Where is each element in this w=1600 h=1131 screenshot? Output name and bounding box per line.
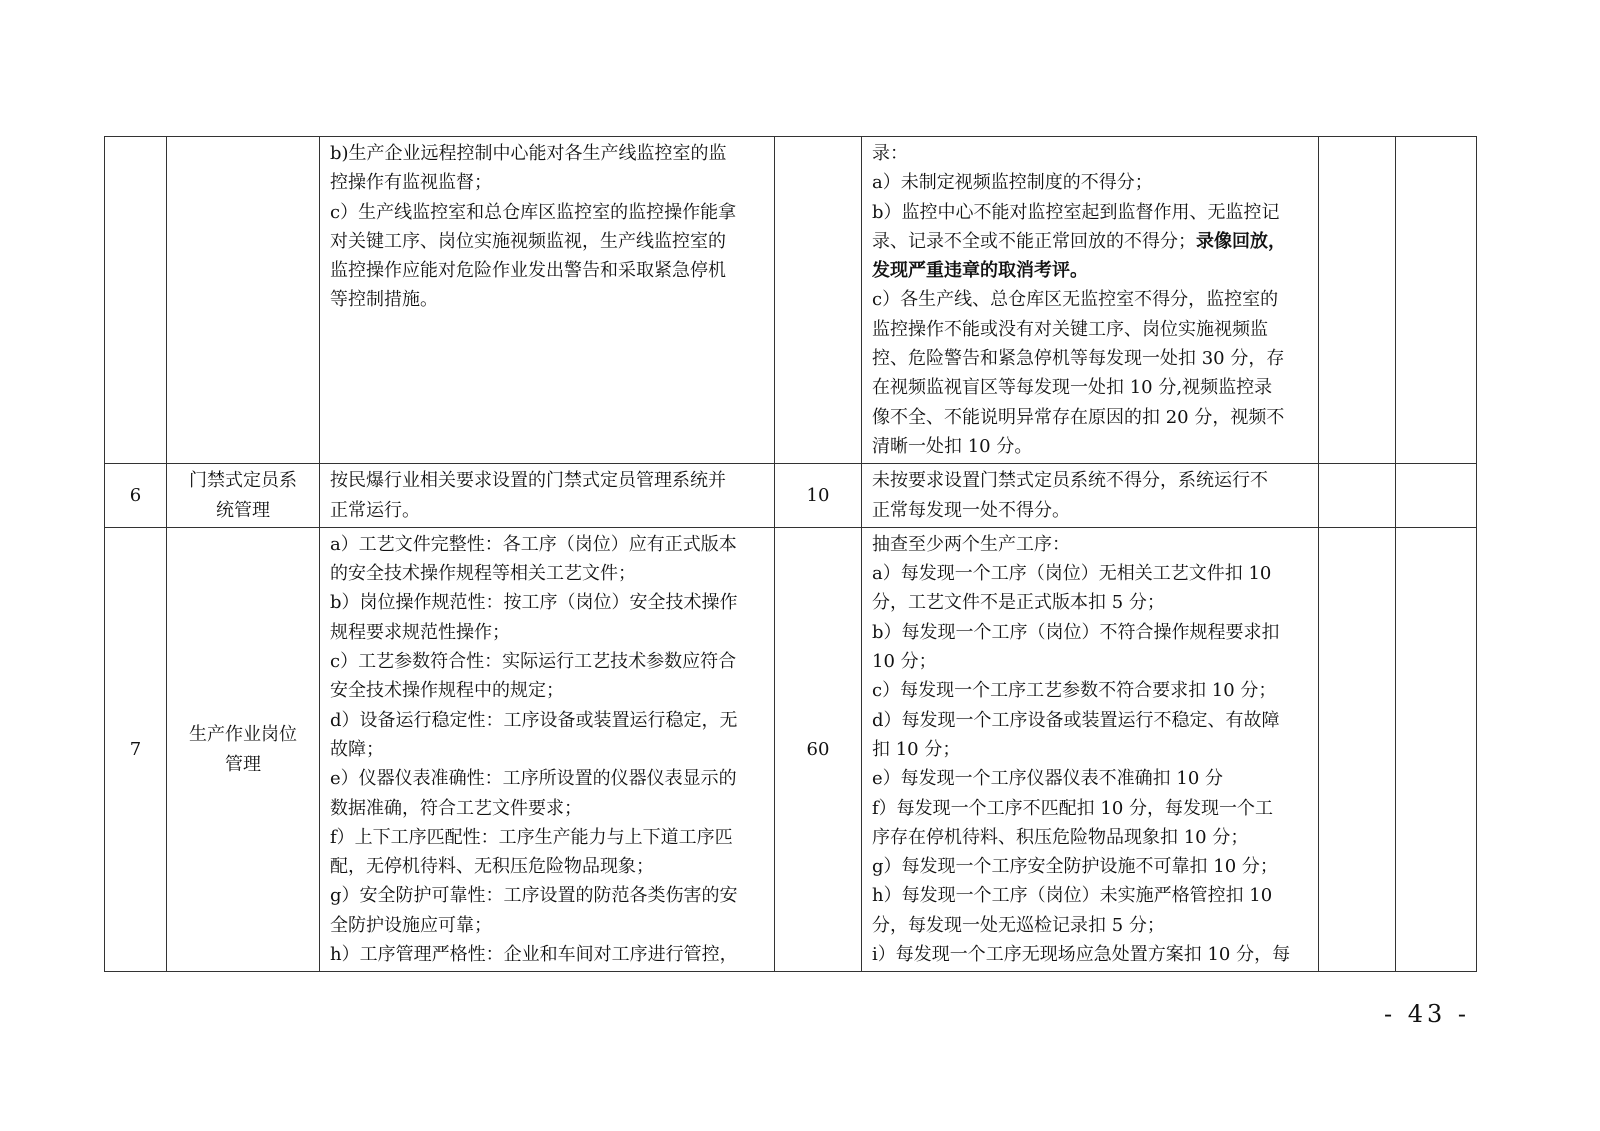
requirement-line: 的安全技术操作规程等相关工艺文件； <box>330 563 636 585</box>
criteria-line <box>872 139 1310 168</box>
criteria-line <box>872 227 1310 256</box>
criteria-text: 清晰一处扣 10 分。 <box>872 435 1033 457</box>
criteria-line <box>872 618 1310 647</box>
criteria-text: b）监控中心不能对监控室起到监督作用、无监控记 <box>872 201 1280 223</box>
item-number: 6 <box>129 484 142 506</box>
requirement-line: g）安全防护可靠性：工序设置的防范各类伤害的安 <box>330 885 738 907</box>
criteria-line <box>872 881 1310 910</box>
requirement-line: 等控制措施。 <box>330 289 438 311</box>
requirement-line: 规程要求规范性操作； <box>330 621 510 643</box>
criteria-line <box>872 706 1310 735</box>
criteria-line <box>872 823 1310 852</box>
criteria-line <box>872 285 1310 314</box>
requirements-cell <box>320 464 775 528</box>
requirement-line: b）岗位操作规范性：按工序（岗位）安全技术操作 <box>330 592 738 614</box>
criteria-text: 在视频监视盲区等每发现一处扣 10 分,视频监控录 <box>872 377 1273 399</box>
criteria-text: 正常每发现一处不得分。 <box>872 499 1070 521</box>
item-name-cell <box>167 464 320 528</box>
requirement-line: 全防护设施应可靠； <box>330 914 492 936</box>
requirement-line: b)生产企业远程控制中心能对各生产线监控室的监 <box>330 143 727 164</box>
criteria-line <box>872 344 1310 373</box>
criteria-text: b）每发现一个工序（岗位）不符合操作规程要求扣 <box>872 621 1280 643</box>
remarks-cell <box>1396 464 1477 528</box>
table-row <box>105 527 1477 971</box>
table-row <box>105 464 1477 528</box>
score-value: 10 <box>806 484 830 506</box>
criteria-line <box>872 496 1310 525</box>
criteria-text: 10 分； <box>872 651 937 673</box>
criteria-text: a）未制定视频监控制度的不得分； <box>872 172 1153 194</box>
criteria-cell <box>862 137 1319 464</box>
remarks-cell <box>1396 137 1477 464</box>
item-number-cell <box>105 527 167 971</box>
criteria-text: h）每发现一个工序（岗位）未实施严格管控扣 10 <box>872 885 1273 907</box>
criteria-text: e）每发现一个工序仪器仪表不准确扣 10 分 <box>872 768 1223 790</box>
item-name-line: 管理 <box>225 753 261 775</box>
criteria-text: c）每发现一个工序工艺参数不符合要求扣 10 分； <box>872 680 1277 702</box>
requirement-line: a）工艺文件完整性：各工序（岗位）应有正式版本 <box>330 533 737 555</box>
criteria-line <box>872 794 1310 823</box>
criteria-line <box>872 256 1310 285</box>
criteria-text: 像不全、不能说明异常存在原因的扣 20 分，视频不 <box>872 406 1285 428</box>
criteria-line <box>872 735 1310 764</box>
criteria-line <box>872 530 1310 559</box>
criteria-text: 扣 10 分； <box>872 738 961 760</box>
criteria-line <box>872 647 1310 676</box>
criteria-text: f）每发现一个工序不匹配扣 10 分，每发现一个工 <box>872 797 1274 819</box>
criteria-text: 录、记录不全或不能正常回放的不得分； <box>872 230 1196 252</box>
score-cell <box>775 527 862 971</box>
item-number: 7 <box>129 738 142 760</box>
score-result-cell <box>1319 464 1396 528</box>
requirement-line: c）工艺参数符合性：实际运行工艺技术参数应符合 <box>330 651 737 673</box>
criteria-text: g）每发现一个工序安全防护设施不可靠扣 10 分； <box>872 856 1278 878</box>
criteria-line <box>872 432 1310 461</box>
requirement-line: e）仪器仪表准确性：工序所设置的仪器仪表显示的 <box>330 768 737 790</box>
requirement-line: 控操作有监视监督； <box>330 172 492 194</box>
item-number-cell <box>105 464 167 528</box>
criteria-text: 录： <box>872 143 908 164</box>
requirement-line: 按民爆行业相关要求设置的门禁式定员管理系统并 <box>330 470 726 492</box>
criteria-text: 分，工艺文件不是正式版本扣 5 分； <box>872 592 1165 614</box>
criteria-line <box>872 852 1310 881</box>
criteria-text: c）各生产线、总仓库区无监控室不得分，监控室的 <box>872 289 1279 311</box>
item-number-cell <box>105 137 167 464</box>
score-result-cell <box>1319 527 1396 971</box>
item-name-cell <box>167 137 320 464</box>
item-name-line: 门禁式定员系 <box>189 470 297 492</box>
assessment-table <box>104 136 1477 972</box>
requirement-line: 数据准确，符合工艺文件要求； <box>330 797 582 819</box>
criteria-line <box>872 588 1310 617</box>
criteria-line <box>872 373 1310 402</box>
criteria-text: 监控操作不能或没有对关键工序、岗位实施视频监 <box>872 318 1268 340</box>
requirements-cell <box>320 527 775 971</box>
criteria-text: 序存在停机待料、积压危险物品现象扣 10 分； <box>872 826 1249 848</box>
criteria-text: 分，每发现一处无巡检记录扣 5 分； <box>872 914 1165 936</box>
criteria-text: a）每发现一个工序（岗位）无相关工艺文件扣 10 <box>872 563 1272 585</box>
remarks-cell <box>1396 527 1477 971</box>
requirement-line: 监控操作应能对危险作业发出警告和采取紧急停机 <box>330 260 726 282</box>
criteria-line <box>872 315 1310 344</box>
item-name-line: 统管理 <box>216 499 270 521</box>
criteria-cell <box>862 527 1319 971</box>
criteria-line <box>872 168 1310 197</box>
criteria-emphasis: 发现严重违章的取消考评。 <box>872 260 1088 282</box>
criteria-line <box>872 676 1310 705</box>
requirement-line: 配，无停机待料、无积压危险物品现象； <box>330 856 654 878</box>
criteria-text: 未按要求设置门禁式定员系统不得分，系统运行不 <box>872 470 1268 492</box>
criteria-line <box>872 559 1310 588</box>
score-result-cell <box>1319 137 1396 464</box>
requirement-line: d）设备运行稳定性：工序设备或装置运行稳定，无 <box>330 709 738 731</box>
requirement-line: c）生产线监控室和总仓库区监控室的监控操作能拿 <box>330 201 737 223</box>
page-number: - 43 - <box>1383 1000 1470 1028</box>
item-name-line: 生产作业岗位 <box>189 724 297 746</box>
criteria-line <box>872 911 1310 940</box>
criteria-text: d）每发现一个工序设备或装置运行不稳定、有故障 <box>872 709 1280 731</box>
requirement-line: 正常运行。 <box>330 499 420 521</box>
score-cell <box>775 464 862 528</box>
criteria-line <box>872 466 1310 495</box>
criteria-text: 控、危险警告和紧急停机等每发现一处扣 30 分，存 <box>872 348 1285 370</box>
criteria-line <box>872 403 1310 432</box>
requirement-line: h）工序管理严格性：企业和车间对工序进行管控， <box>330 944 738 966</box>
criteria-line <box>872 764 1310 793</box>
criteria-emphasis: 录像回放， <box>1196 230 1286 252</box>
criteria-cell <box>862 464 1319 528</box>
requirement-line: 对关键工序、岗位实施视频监视，生产线监控室的 <box>330 230 726 252</box>
criteria-line <box>872 198 1310 227</box>
requirement-line: 故障； <box>330 738 384 760</box>
requirements-cell <box>320 137 775 464</box>
item-name-cell <box>167 527 320 971</box>
criteria-text: 抽查至少两个生产工序： <box>872 533 1070 555</box>
requirement-line: f）上下工序匹配性：工序生产能力与上下道工序匹 <box>330 826 733 848</box>
score-value: 60 <box>806 738 830 760</box>
criteria-text: i）每发现一个工序无现场应急处置方案扣 10 分，每 <box>872 944 1291 966</box>
requirement-line: 安全技术操作规程中的规定； <box>330 680 564 702</box>
score-cell <box>775 137 862 464</box>
criteria-line <box>872 940 1310 969</box>
table-row <box>105 137 1477 464</box>
